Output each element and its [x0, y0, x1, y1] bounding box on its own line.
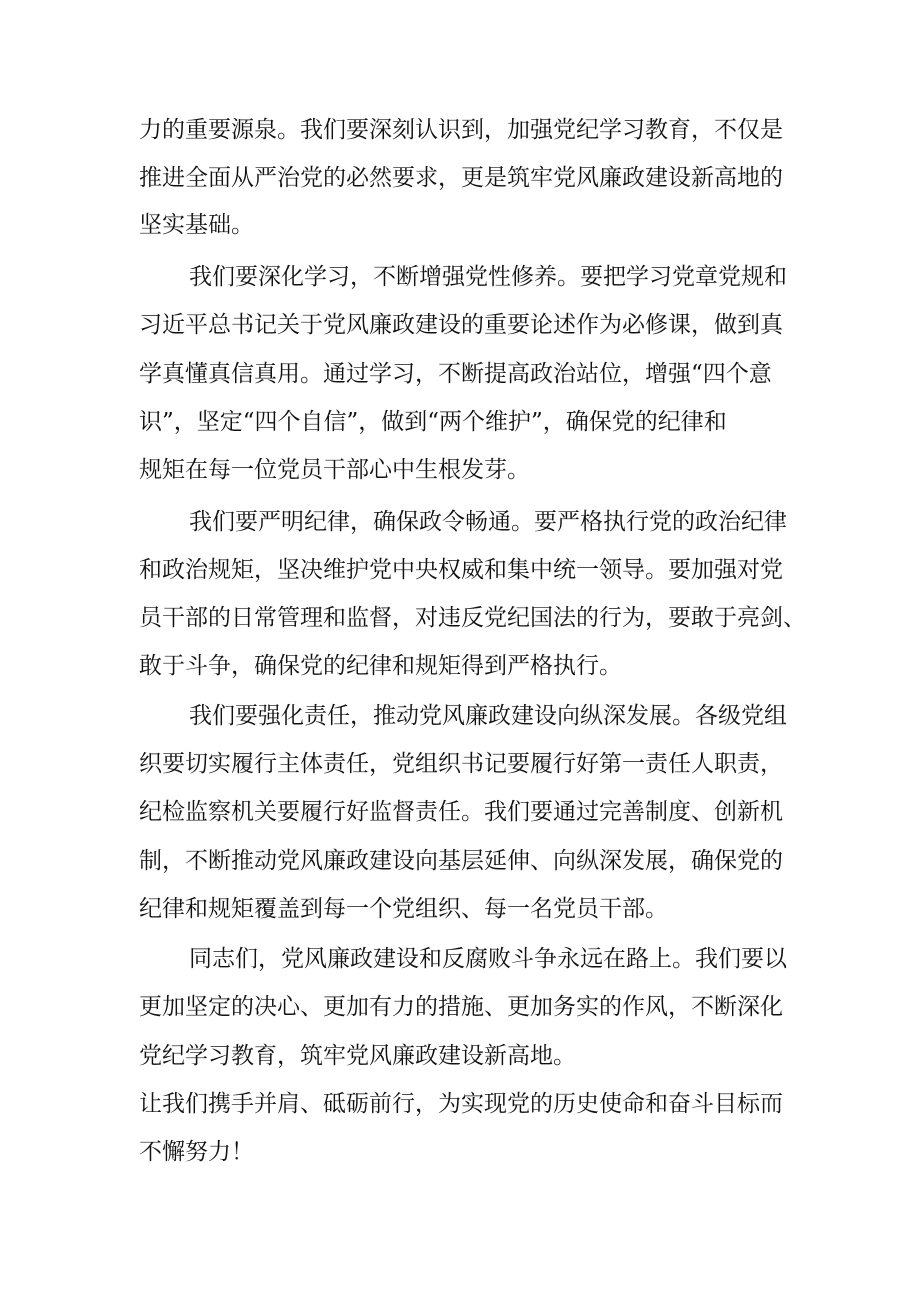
text-line: 识”，坚定“四个自信”，做到“两个维护”，确保党的纪律和	[139, 409, 727, 435]
paragraph-first-line: 同志们，党风廉政建设和反腐败斗争永远在路上。我们要以	[189, 946, 787, 972]
text-line: 员干部的日常管理和监督，对违反党纪国法的行为，要敢于亮剑、	[139, 605, 806, 631]
text-line: 更加坚定的决心、更加有力的措施、更加务实的作风，不断深化	[139, 994, 783, 1020]
text-line: 力的重要源泉。我们要深刻认识到，加强党纪学习教育，不仅是	[139, 117, 783, 143]
text-line: 党纪学习教育，筑牢党风廉政建设新高地。	[139, 1043, 576, 1069]
text-line: 坚实基础。	[139, 212, 254, 238]
text-line: 让我们携手并肩、砥砺前行，为实现党的历史使命和奋斗目标而	[139, 1091, 783, 1117]
text-line: 习近平总书记关于党风廉政建设的重要论述作为必修课，做到真	[139, 312, 783, 338]
text-line: 和政治规矩，坚决维护党中央权威和集中统一领导。要加强对党	[139, 557, 783, 583]
paragraph-first-line: 我们要深化学习，不断增强党性修养。要把学习党章党规和	[189, 264, 787, 290]
text-line: 不懈努力！	[139, 1139, 254, 1165]
text-line: 织要切实履行主体责任，党组织书记要履行好第一责任人职责，	[139, 751, 783, 777]
text-line: 敢于斗争，确保党的纪律和规矩得到严格执行。	[139, 653, 622, 679]
text-line: 推进全面从严治党的必然要求，更是筑牢党风廉政建设新高地的	[139, 165, 783, 191]
paragraph-first-line: 我们要强化责任，推动党风廉政建设向纵深发展。各级党组	[189, 703, 787, 729]
text-line: 纪律和规矩覆盖到每一个党组织、每一名党员干部。	[139, 896, 668, 922]
text-line: 学真懂真信真用。通过学习，不断提高政治站位，增强“四个意	[139, 361, 772, 387]
text-line: 制，不断推动党风廉政建设向基层延伸、向纵深发展，确保党的	[139, 848, 783, 874]
paragraph-first-line: 我们要严明纪律，确保政令畅通。要严格执行党的政治纪律	[189, 509, 787, 535]
text-line: 规矩在每一位党员干部心中生根发芽。	[139, 457, 530, 483]
text-line: 纪检监察机关要履行好监督责任。我们要通过完善制度、创新机	[139, 799, 783, 825]
